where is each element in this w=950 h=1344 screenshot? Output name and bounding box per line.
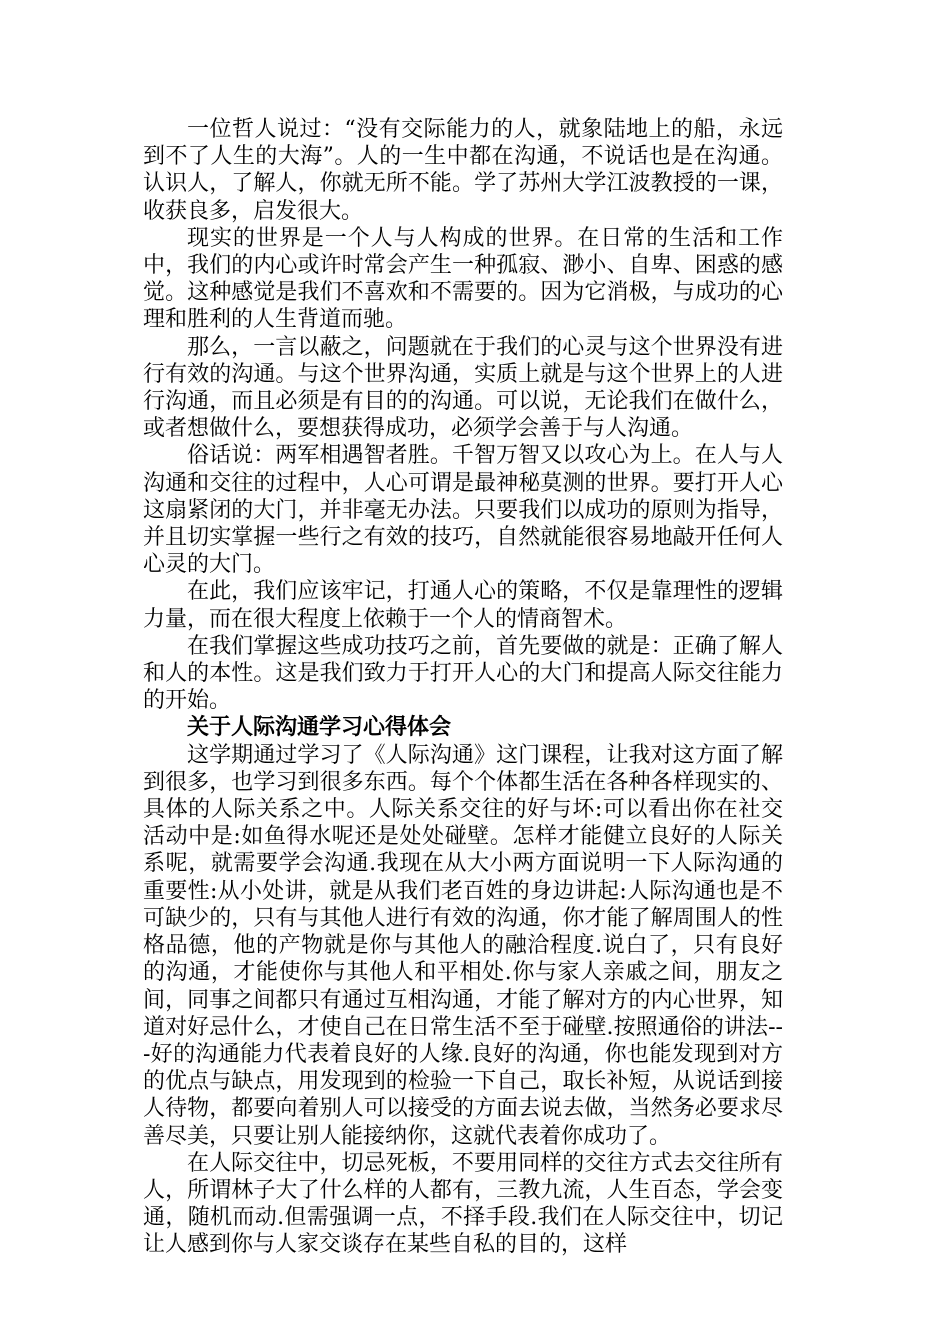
section-heading: 关于人际沟通学习心得体会 [187, 715, 452, 741]
paragraph: 那么，一言以蔽之，问题就在于我们的心灵与这个世界没有进行有效的沟通。与这个世界沟通，实质上就是与这个世界上的人进行沟通，而且必须是有目的的沟通。可以说，无论我们在做什么，或者想做什么，要想获得成功，必须学会善于与人沟通。 [143, 334, 783, 442]
paragraph: 这学期通过学习了《人际沟通》这门课程，让我对这方面了解到很多，也学习到很多东西。每个个体都生活在各种各样现实的、具体的人际关系之中。人际关系交往的好与坏:可以看出你在社交活动中是:如鱼得水呢还是处处碰壁。怎样才能健立良好的人际关系呢，就需要学会沟通.我现在从大小两方面说明一下人际沟通的重要性:从小处讲，就是从我们老百姓的身边讲起:人际沟通也是不可缺少的，只有与其他人进行有效的沟通，你才能了解周围人的性格品德，他的产物就是你与其他人的融洽程度.说白了，只有良好的沟通，才能使你与其他人和平相处.你与家人亲戚之间，朋友之间，同事之间都只有通过互相沟通，才能了解对方的内心世界，知道对好忌什么，才使自己在日常生活不至于碰壁.按照通俗的讲法---好的沟通能力代表着良好的人缘.良好的沟通，你也能发现到对方的优点与缺点，用发现到的检验一下自己，取长补短，从说话到接人待物，都要向着别人可以接受的方面去说去做，当然务必要求尽善尽美，只要让别人能接纳你，这就代表着你成功了。 [143, 742, 783, 1149]
paragraph: 现实的世界是一个人与人构成的世界。在日常的生活和工作中，我们的内心或许时常会产生一种孤寂、渺小、自卑、困惑的感觉。这种感觉是我们不喜欢和不需要的。因为它消极，与成功的心理和胜利的人生背道而驰。 [143, 225, 783, 333]
document-body [143, 116, 783, 1259]
paragraph: 在人际交往中，切忌死板，不要用同样的交往方式去交往所有人，所谓林子大了什么样的人都有，三教九流，人生百态，学会变通，随机而动.但需强调一点，不择手段.我们在人际交往中，切记让人感到你与人家交谈存在某些自私的目的，这样 [143, 1150, 783, 1258]
paragraph: 在此，我们应该牢记，打通人心的策略，不仅是靠理性的逻辑力量，而在很大程度上依赖于一个人的情商智术。 [143, 579, 783, 632]
paragraph: 俗话说：两军相遇智者胜。千智万智又以攻心为上。在人与人沟通和交往的过程中，人心可谓是最神秘莫测的世界。要打开人心这扇紧闭的大门，并非毫无办法。只要我们以成功的原则为指导，并且切实掌握一些行之有效的技巧，自然就能很容易地敲开任何人心灵的大门。 [143, 443, 783, 578]
paragraph: 一位哲人说过：“没有交际能力的人，就象陆地上的船，永远到不了人生的大海”。人的一生中都在沟通，不说话也是在沟通。认识人，了解人，你就无所不能。学了苏州大学江波教授的一课，收获良多，启发很大。 [143, 117, 783, 224]
paragraph: 在我们掌握这些成功技巧之前，首先要做的就是：正确了解人和人的本性。这是我们致力于打开人心的大门和提高人际交往能力的开始。 [143, 633, 783, 714]
